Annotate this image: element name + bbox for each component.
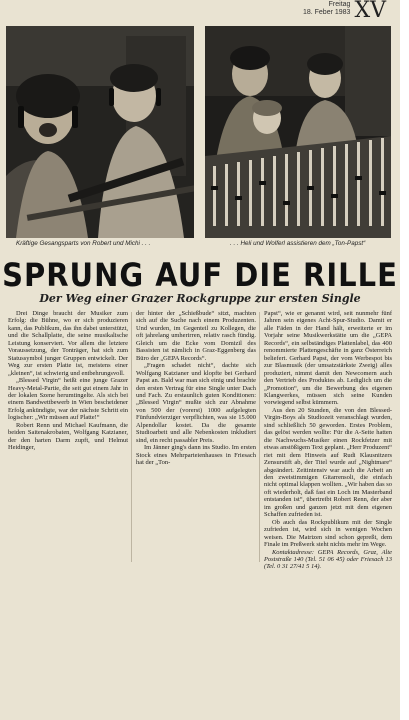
paragraph: Drei Dinge braucht der Musiker zum Erfolg: die Bühne, wo er sich produzieren kann, das Publikum, das ihn dabei unterstützt, und die Schallplatte, die seine musikalische Leistung konserviert. Vor allem die letztere Voraussetzung, der Tonträger, hat sich zum Statussymbol junger Gruppen entwickelt. Der Weg zur ersten Platte ist, meistens einer „kleinen“, ist schwierig und entbehrungsvoll. xyxy=(8,310,128,377)
photo-singers-image xyxy=(6,26,194,238)
paragraph: Ob auch das Rockpublikum mit der Single zufrieden ist, wird sich in wenigen Wochen weisen. Die Matrizen sind schon gepreßt, dem Finale im Preßwerk steht nichts mehr im Wege. xyxy=(264,518,392,549)
page-header xyxy=(303,1,386,21)
article-column-1 xyxy=(8,310,128,452)
article-subheadline: Der Weg einer Grazer Rockgruppe zur ersten Single xyxy=(39,292,361,305)
article-column-3 xyxy=(264,310,392,571)
paragraph: Im Jänner ging's dann ins Studio. Im ersten Stock eines Mehrparteienhauses in Friesach hat der „Ton- xyxy=(136,444,256,467)
issue-date: 18. Feber 1983 xyxy=(302,9,351,16)
photo-caption-left: Kräftige Gesangsparts von Robert und Michi . . . xyxy=(16,240,151,247)
photo-caption-right: . . . Heli und Wolferl assistieren dem „Ton-Papst“ xyxy=(230,240,366,247)
column-divider xyxy=(259,312,260,562)
issue-date-block xyxy=(303,1,350,17)
paragraph: Robert Renn und Michael Kaufmann, die beiden Saitenakrobaten, Wolfgang Katzianer, der den harten Darm zupft, und Helmut Heidinger, xyxy=(8,421,128,452)
paragraph: Aus den 20 Stunden, die von den Blessed-Virgin-Boys als Studiozeit veranschlagt wurden, sind schließlich 50 geworden. Erstes Problem, das gelöst werden wollte: Für die A-Seite hatten die Nachwuchs-Musiker einen Rockfetzer mit etwas anstößigem Text geplant. „Herr Produzent“ riet mit dem Hinweis auf Rudi Klausnitzers Zensurstift ab, der Titel wurde auf „Nightmare“ abgeändert. Zeitintensiv war auch die Arbeit an den zweistimmigen Gitarrensoli, die einfach nicht optimal klappen wollten. „Wir haben das so oft wiederholt, daß fast ein Loch im Masterband entstanden ist“, übertreibt Robert Renn, der aber im großen und ganzen jetzt mit dem eigenen Schaffen zufrieden ist. xyxy=(264,406,392,519)
paragraph: „Blessed Virgin“ heißt eine junge Grazer Heavy-Metal-Partie, die seit gut einem Jahr in der lokalen Szene herumtingelte. Als sich bei einem Bandwettbewerb in Wien bescheidener Erfolg ankündigte, war der nächste Schritt ein logischer: „Wir müssen auf Platte!“ xyxy=(8,377,128,422)
photo-studio-image xyxy=(205,26,391,238)
paragraph: Papst“, wie er genannt wird, seit nunmehr fünf Jahren sein eigenes Acht-Spur-Studio. Damit er alle Fäden in der Hand hält, erweiterte er im Vorjahr seine Musikwerkstätte um die „GEPA Records“, ein selbständiges Plattenlabel, das 400 renommierte Plattengeschäfte in ganz Österreich beliefert. Gerhard Papst, der vom Werbespot bis zur Blasmusik (der umsatzstärkste Zweig) alles produziert, nimmt damit den Newcomern auch den Vertrieb des Produktes ab. Lediglich um die „Promotion“, um die Bewerbung des eigenen Klangwerkes, müssen sich seine Kunden vorwiegend selbst kümmern. xyxy=(264,310,392,407)
paragraph: „Fragen schadet nicht“, dachte sich Wolfgang Katzianer und klopfte bei Gerhard Papst an. Bald war man sich einig und brachte den ersten Vertrag für eine Single unter Dach und Fach. Zu erstaunlich guten Konditionen: „Blessed Virgin“ mußte sich zur Abnahme von 500 der (vorerst) 1000 aufgelegten Fünfundvierziger verpflichten, was sie 15.000 Alpendollar kostet. Da die gesamte Studioarbeit und alle Nebenkosten inkludiert sind, ein recht passabler Preis. xyxy=(136,362,256,444)
page-number: XV xyxy=(354,0,386,23)
paragraph: der hinter der „Schießbude“ sitzt, machten sich auf die Suche nach einem Produzenten. Und wurden, im Gegenteil zu Kollegen, die oft jahrelang umherirren, relativ rasch fündig. Gleich um die Ecke vom Domizil des Bassisten ist nämlich in Graz-Eggenberg das Büro der „GEPA Records“. xyxy=(136,310,256,362)
article-column-2 xyxy=(136,310,256,467)
photo-singers xyxy=(6,26,194,238)
contact-address: Kontaktadresse: GEPA Records, Graz, Alte Poststraße 140 (Tel. 51 06 45) oder Friesach 13 (Tel. 0 31 27/41 5 14). xyxy=(264,548,392,571)
article-headline: SPRUNG AUF DIE RILLE xyxy=(2,256,398,294)
issue-weekday: Freitag xyxy=(328,1,351,8)
column-divider xyxy=(131,312,132,562)
photo-studio xyxy=(205,26,391,238)
